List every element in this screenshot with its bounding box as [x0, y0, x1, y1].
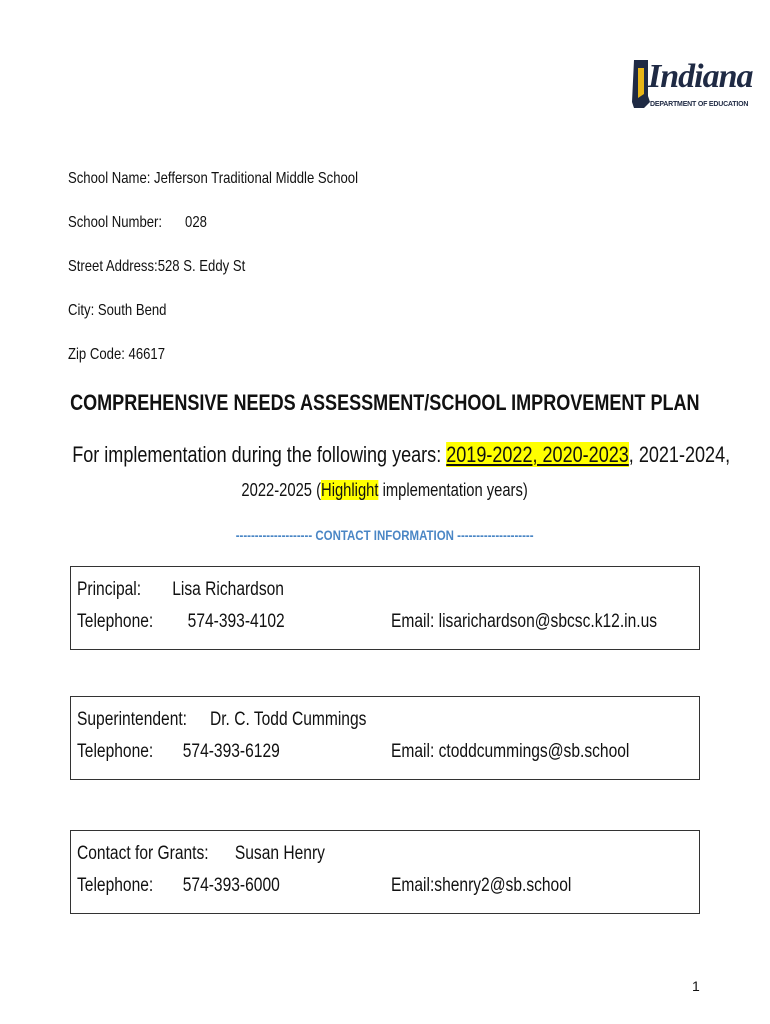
grants-telephone: 574-393-6000	[182, 875, 280, 896]
grants-contact-box	[70, 830, 700, 914]
highlight-word: Highlight	[321, 480, 379, 500]
page-title: COMPREHENSIVE NEEDS ASSESSMENT/SCHOOL IMPROVEMENT PLAN	[70, 390, 700, 415]
school-number-label: School Number:	[68, 214, 163, 231]
grants-email: Email:shenry2@sb.school	[391, 875, 572, 896]
indiana-doe-logo	[628, 56, 753, 114]
superintendent-label: Superintendent:	[77, 709, 188, 730]
logo-subtitle: DEPARTMENT OF EDUCATION	[650, 101, 749, 108]
principal-contact-box	[70, 566, 700, 650]
principal-label: Principal:	[77, 579, 142, 600]
grants-contact-label: Contact for Grants:	[77, 843, 209, 864]
street-address-line: Street Address:528 S. Eddy St	[68, 258, 246, 275]
highlighted-years: 2019-2022, 2020-2023	[446, 442, 629, 467]
school-number-value: 028	[185, 214, 207, 231]
principal-name: Lisa Richardson	[172, 579, 284, 600]
implementation-years-line: For implementation during the following years: 2019-2022, 2020-2023, 2021-2024,	[72, 442, 731, 467]
city-line: City: South Bend	[68, 302, 167, 319]
superintendent-telephone: 574-393-6129	[182, 741, 280, 762]
contact-information-header: -------------------- CONTACT INFORMATION --------------------	[236, 527, 534, 543]
superintendent-contact-box	[70, 696, 700, 780]
page-number: 1	[692, 978, 700, 994]
superintendent-telephone-label: Telephone:	[77, 741, 154, 762]
school-number-line	[68, 214, 237, 232]
logo-wordmark: Indiana	[648, 58, 753, 95]
superintendent-name: Dr. C. Todd Cummings	[209, 709, 367, 730]
principal-telephone-label: Telephone:	[77, 611, 154, 632]
grants-contact-name: Susan Henry	[234, 843, 325, 864]
principal-email: Email: lisarichardson@sbcsc.k12.in.us	[391, 611, 658, 632]
superintendent-email: Email: ctoddcummings@sb.school	[391, 741, 630, 762]
school-name-line: School Name: Jefferson Traditional Middle School	[68, 170, 359, 187]
implementation-years-line-2: 2022-2025 (Highlight implementation years)	[241, 480, 529, 500]
principal-telephone: 574-393-4102	[187, 611, 285, 632]
grants-telephone-label: Telephone:	[77, 875, 154, 896]
zip-code-line: Zip Code: 46617	[68, 346, 166, 363]
